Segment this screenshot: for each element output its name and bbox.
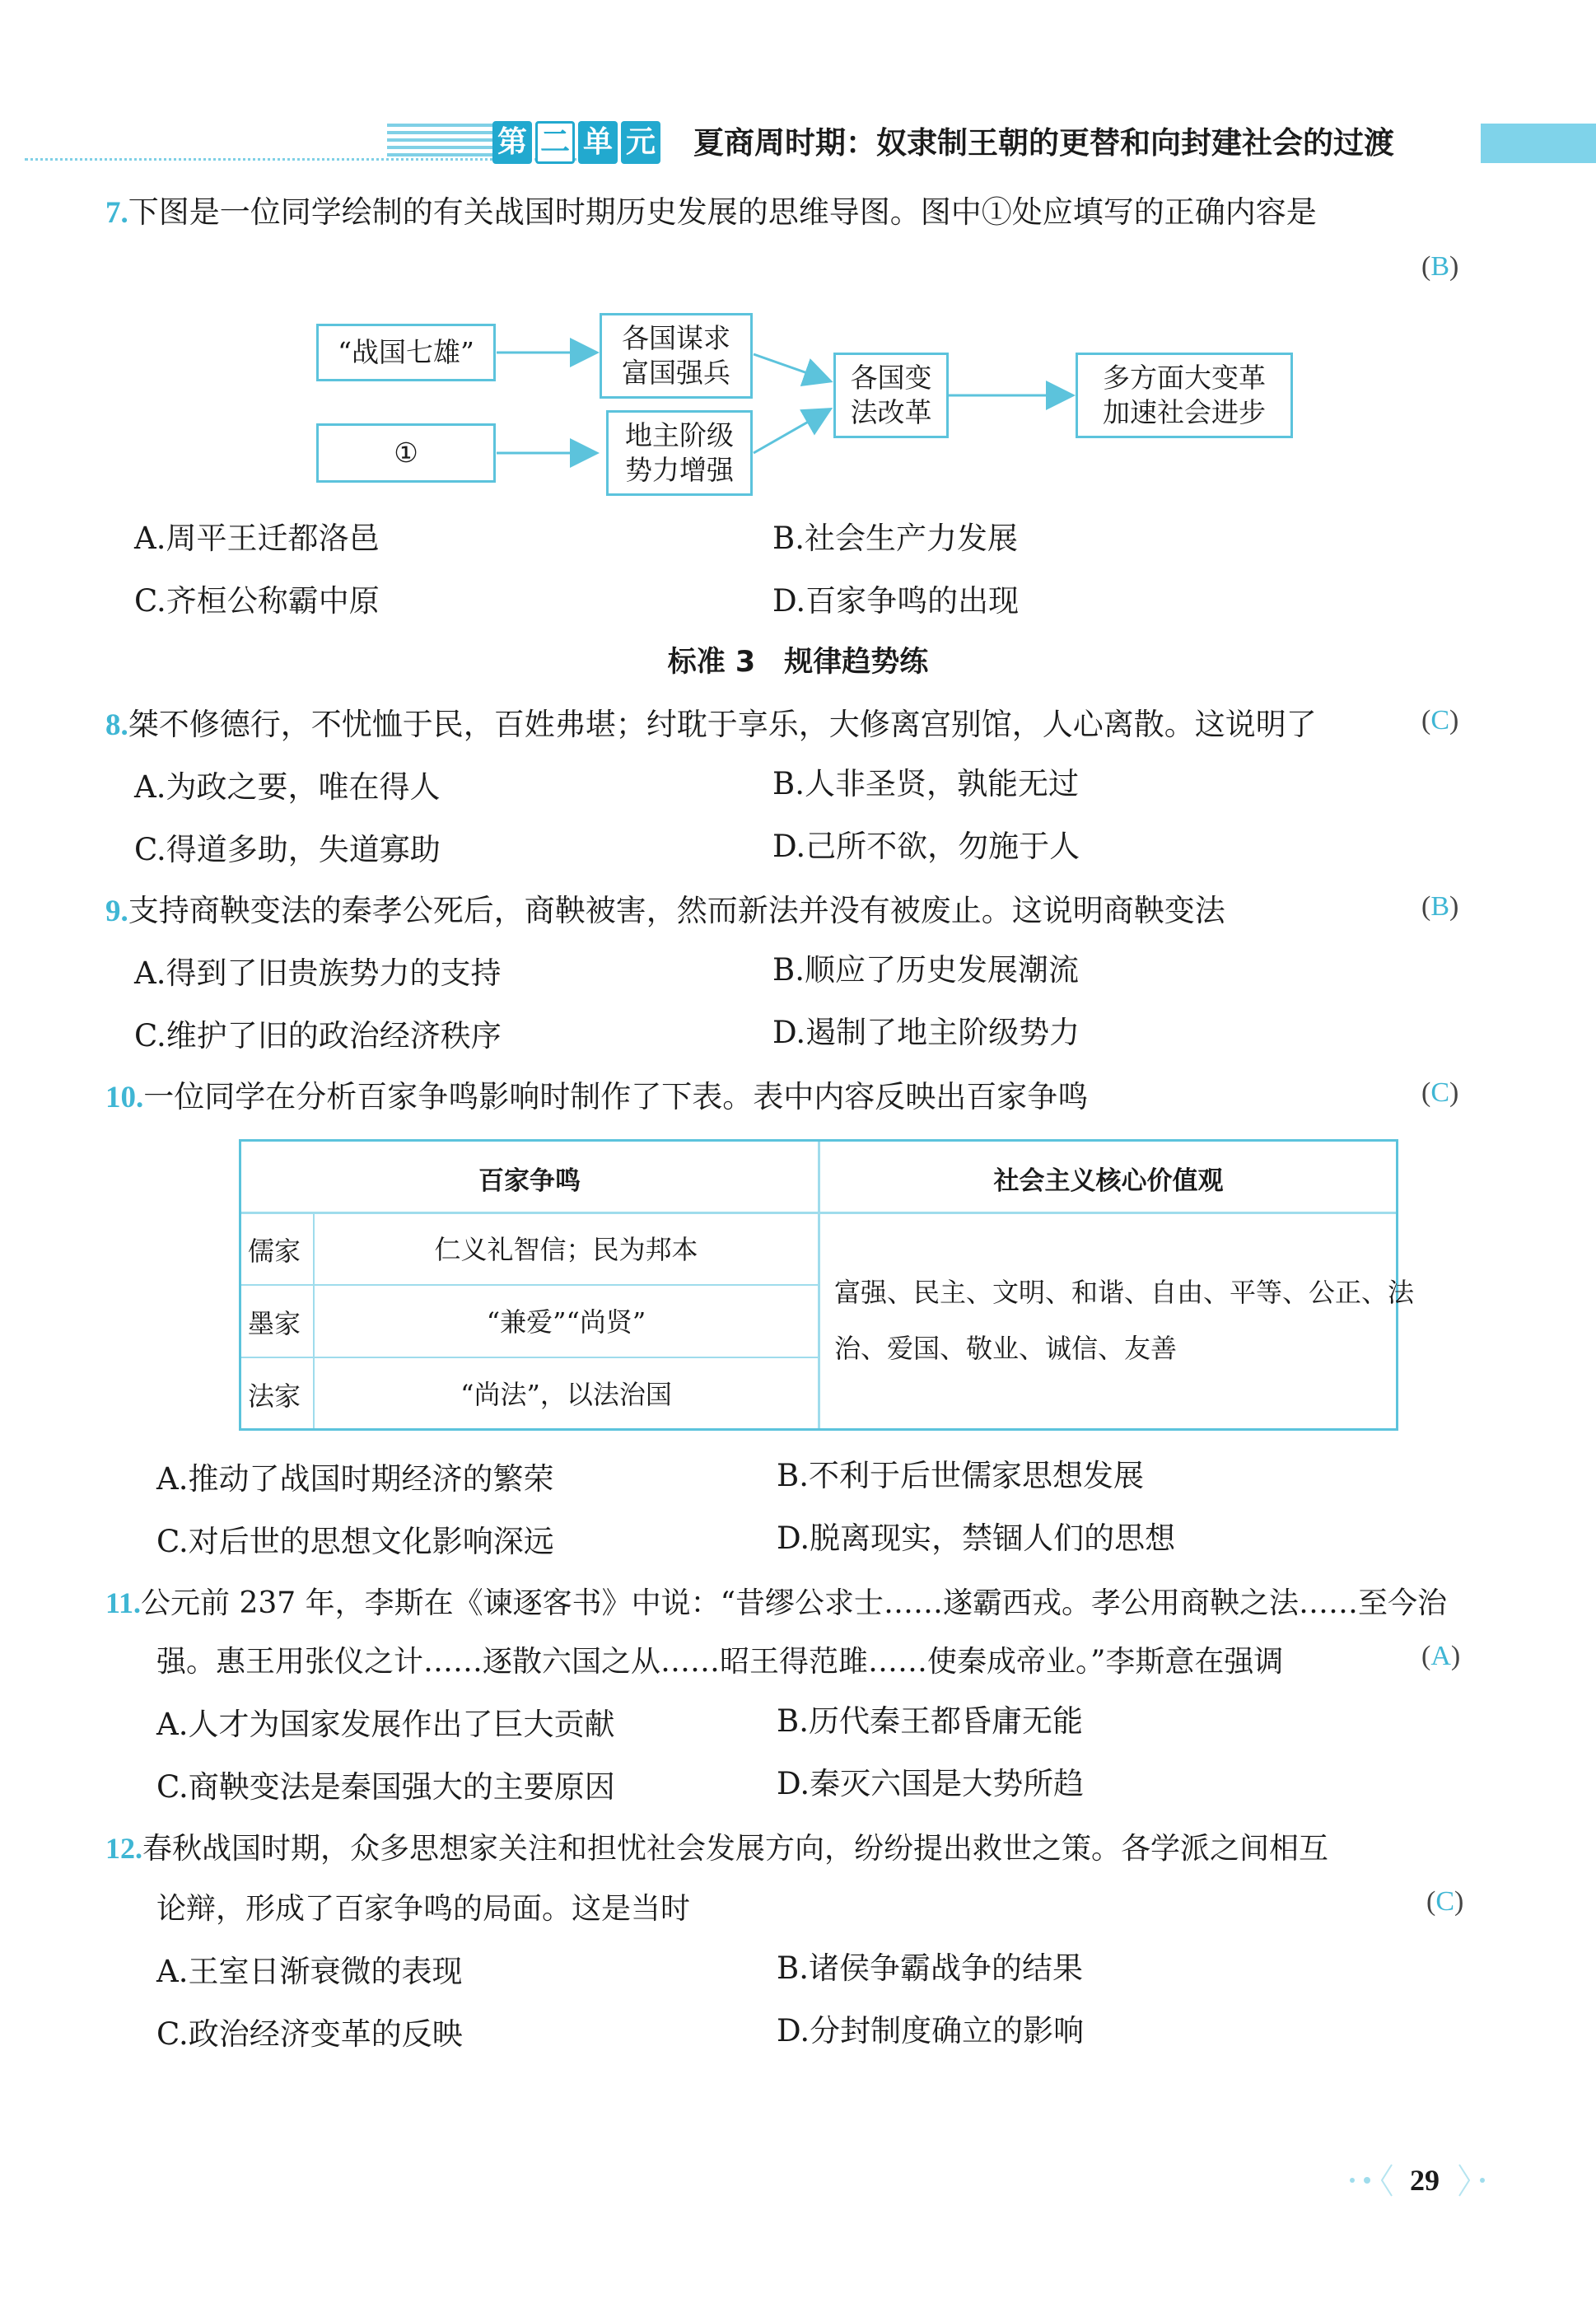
q11-option-d[interactable]: D.秦灭六国是大势所趋 [777, 1766, 1085, 1801]
table-row-idea: 仁义礼智信；民为邦本 [434, 1234, 698, 1265]
q8-option-c[interactable]: C.得道多助，失道寡助 [134, 832, 441, 867]
question-stem: 春秋战国时期，众多思想家关注和担忧社会发展方向，纷纷提出救世之策。各学派之间相互 [142, 1832, 1329, 1866]
question-8: 8.桀不修德行，不忧恤于民，百姓弗堪；纣耽于享乐，大修离宫别馆，人心离散。这说明了 [105, 707, 1317, 742]
question-stem: 一位同学在分析百家争鸣影响时制作了下表。表中内容反映出百家争鸣 [143, 1079, 1089, 1114]
comparison-table [239, 1139, 1415, 1431]
answer-10: (C) [1421, 1077, 1459, 1108]
q9-option-a[interactable]: A.得到了旧贵族势力的支持 [134, 955, 502, 991]
q12-option-c[interactable]: C.政治经济变革的反映 [156, 2016, 463, 2052]
page-number-badge [1334, 2160, 1499, 2201]
question-11: 11.公元前 237 年，李斯在《谏逐客书》中说：“昔缪公求士……遂霸西戎。孝公用商鞅之法……至今治 [105, 1586, 1448, 1620]
q7-option-b[interactable]: B.社会生产力发展 [772, 521, 1018, 556]
question-12: 12.春秋战国时期，众多思想家关注和担忧社会发展方向，纷纷提出救世之策。各学派之间相互 [105, 1832, 1329, 1866]
unit-char-4: 元 [621, 121, 660, 164]
q10-option-a[interactable]: A.推动了战国时期经济的繁荣 [156, 1461, 554, 1497]
question-stem: 公元前 237 年，李斯在《谏逐客书》中说：“昔缪公求士……遂霸西戎。孝公用商鞅之法……至今治 [141, 1586, 1448, 1620]
answer-11: (A) [1421, 1641, 1461, 1671]
unit-char-2: 二 [535, 121, 575, 164]
unit-char-1: 第 [492, 121, 532, 164]
question-11-line-2: 强。惠王用张仪之计……逐散六国之从……昭王得范雎……使秦成帝业。”李斯意在强调 [156, 1645, 1284, 1679]
section-title: 标准 3 规律趋势练 [667, 646, 929, 679]
mindmap-box-progress: 多方面大变革 加速社会进步 [1076, 353, 1293, 438]
question-9: 9.支持商鞅变法的秦孝公死后，商鞅被害，然而新法并没有被废止。这说明商鞅变法 [105, 893, 1225, 928]
question-10: 10.一位同学在分析百家争鸣影响时制作了下表。表中内容反映出百家争鸣 [105, 1079, 1089, 1114]
answer-9: (B) [1421, 891, 1459, 922]
table-row-school: 儒家 [248, 1236, 301, 1267]
q12-option-b[interactable]: B.诸侯争霸战争的结果 [777, 1950, 1083, 1986]
unit-char-3: 单 [578, 121, 618, 164]
q7-option-d[interactable]: D.百家争鸣的出现 [772, 583, 1020, 619]
q10-option-c[interactable]: C.对后世的思想文化影响深远 [156, 1524, 554, 1559]
header-title: 夏商周时期：奴隶制王朝的更替和向封建社会的过渡 [693, 125, 1394, 161]
q7-option-c[interactable]: C.齐桓公称霸中原 [134, 583, 380, 619]
table-row-school: 法家 [248, 1380, 301, 1412]
q9-option-b[interactable]: B.顺应了历史发展潮流 [772, 952, 1079, 988]
answer-12: (C) [1426, 1886, 1464, 1917]
mindmap-box-wealth: 各国谋求 富国强兵 [600, 313, 753, 399]
core-values-line-1: 富强、民主、文明、和谐、自由、平等、公正、法 [834, 1277, 1415, 1308]
mindmap-box-blank: ① [316, 423, 496, 483]
q7-option-a[interactable]: A.周平王迁都洛邑 [134, 521, 380, 556]
q11-option-c[interactable]: C.商鞅变法是秦国强大的主要原因 [156, 1769, 615, 1805]
table-row-idea: “兼爱”“尚贤” [486, 1306, 646, 1338]
q8-option-b[interactable]: B.人非圣贤，孰能无过 [772, 766, 1079, 801]
mindmap-box-warring-states: “战国七雄” [316, 324, 496, 381]
q12-option-a[interactable]: A.王室日渐衰微的表现 [156, 1954, 463, 1989]
question-12-line-2: 论辩，形成了百家争鸣的局面。这是当时 [156, 1892, 691, 1926]
q10-option-b[interactable]: B.不利于后世儒家思想发展 [777, 1458, 1144, 1493]
table-header-schools: 百家争鸣 [478, 1166, 581, 1196]
mindmap-arrows [0, 0, 1596, 577]
q12-option-d[interactable]: D.分封制度确立的影响 [777, 2013, 1085, 2048]
answer-8: (C) [1421, 705, 1459, 736]
q8-option-d[interactable]: D.己所不欲，勿施于人 [772, 829, 1080, 864]
page-number: 29 [1410, 2164, 1440, 2197]
core-values-line-2: 治、爱国、敬业、诚信、友善 [834, 1333, 1178, 1364]
mindmap-box-landlord: 地主阶级 势力增强 [606, 410, 753, 496]
q8-option-a[interactable]: A.为政之要，唯在得人 [134, 769, 441, 805]
q9-option-c[interactable]: C.维护了旧的政治经济秩序 [134, 1018, 502, 1053]
q11-option-b[interactable]: B.历代秦王都昏庸无能 [777, 1703, 1083, 1739]
table-row-idea: “尚法”，以法治国 [460, 1379, 672, 1410]
q10-option-d[interactable]: D.脱离现实，禁锢人们的思想 [777, 1521, 1176, 1556]
q11-option-a[interactable]: A.人才为国家发展作出了巨大贡献 [156, 1707, 615, 1742]
answer-7: (B) [1421, 251, 1459, 282]
question-stem: 下图是一位同学绘制的有关战国时期历史发展的思维导图。图中①处应填写的正确内容是 [128, 194, 1317, 230]
mindmap-box-reform: 各国变 法改革 [833, 353, 949, 438]
question-number: 7. [105, 196, 128, 230]
table-header-values: 社会主义核心价值观 [993, 1166, 1224, 1196]
table-row-school: 墨家 [248, 1308, 301, 1339]
question-stem: 支持商鞅变法的秦孝公死后，商鞅被害，然而新法并没有被废止。这说明商鞅变法 [128, 893, 1225, 928]
question-stem: 桀不修德行，不忧恤于民，百姓弗堪；纣耽于享乐，大修离宫别馆，人心离散。这说明了 [128, 707, 1317, 742]
q9-option-d[interactable]: D.遏制了地主阶级势力 [772, 1015, 1080, 1050]
